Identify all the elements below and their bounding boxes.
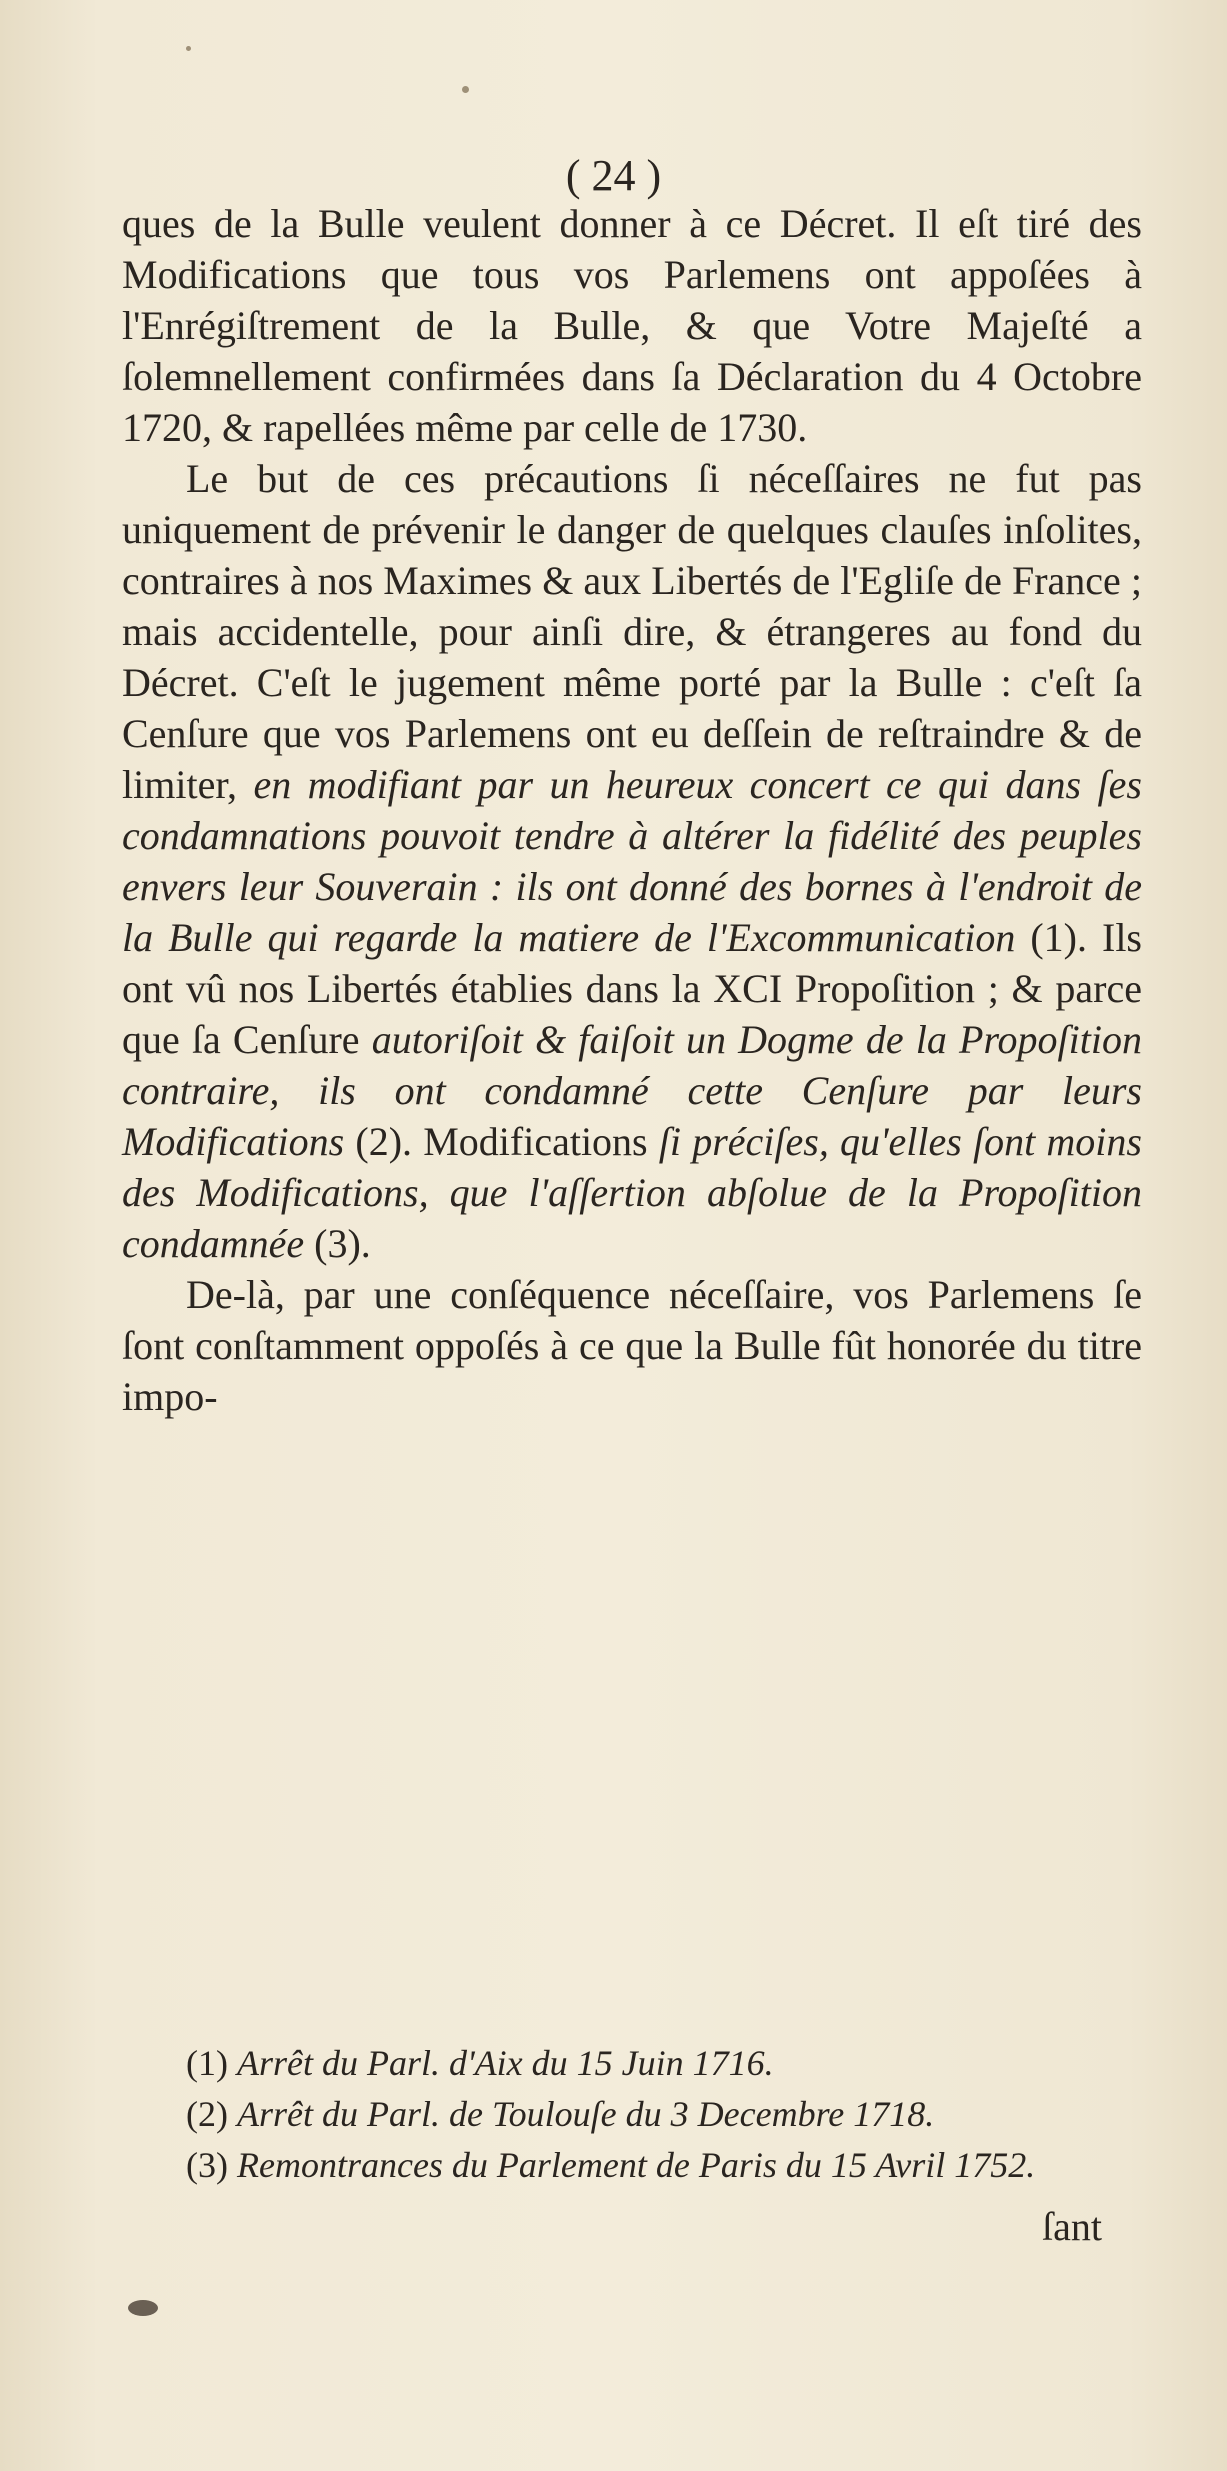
footnotes (122, 2040, 1142, 2193)
italic-quotation: en modifiant par un heureux concert ce qui dans ſes condamnations pouvoit tendre à altérer la fidélité des peuples envers leur Souverain : ils ont donné des bornes à l'endroit de la Bulle qui regarde la matiere de l'Excommunication (122, 762, 1142, 960)
footnote-mark: (2) (186, 2094, 228, 2134)
footnote-text: Arrêt du Parl. de Toulouſe du 3 Decembre 1718. (236, 2094, 935, 2134)
ink-speck (462, 86, 469, 93)
footnote (122, 2040, 1142, 2087)
text-segment: Le but de ces précautions ſi néceſſaires ne fut pas uniquement de prévenir le danger de quelques clauſes inſolites, contraires à nos Maximes & aux Libertés de l'Egliſe de France ; mais accidentelle, pour ainſi dire, & étrangeres au fond du Décret. C'eſt le jugement même porté par la Bulle : c'eſt ſa Cenſure que vos Parlemens ont eu deſſein de reſtraindre & de limiter, (122, 456, 1142, 807)
paragraph (122, 1269, 1142, 1422)
text-segment: De-là, par une conſéquence néceſſaire, vos Parlemens ſe ſont conſtamment oppoſés à ce que la Bulle fût honorée du titre impo- (122, 1272, 1142, 1419)
main-text (122, 198, 1142, 1422)
footnote-mark: (1) (186, 2043, 228, 2083)
catchword: ſant (1042, 2204, 1102, 2249)
ink-speck (186, 46, 191, 51)
text-segment: (1). Ils ont vû nos Libertés établies dans la XCI Propoſition ; & parce que ſa Cenſure (122, 915, 1142, 1062)
italic-quotation: ſi préciſes, qu'elles ſont moins des Modifications, que l'aſſertion abſolue de la Propoſition condamnée (122, 1119, 1142, 1266)
text-segment: (2). Modifications (344, 1119, 659, 1164)
footnote (122, 2142, 1142, 2189)
page-number: ( 24 ) (565, 151, 662, 200)
italic-quotation: autoriſoit & faiſoit un Dogme de la Propoſition contraire, ils ont condamné cette Cenſure par leurs Modifications (122, 1017, 1142, 1164)
footnote-mark: (3) (186, 2145, 228, 2185)
text-segment: (3). (304, 1221, 371, 1266)
footnote-text: Arrêt du Parl. d'Aix du 15 Juin 1716. (236, 2043, 774, 2083)
paragraph (122, 453, 1142, 1269)
footnote-text: Remontrances du Parlement de Paris du 15 Avril 1752. (236, 2145, 1036, 2185)
text-segment: ques de la Bulle veulent donner à ce Décret. Il eſt tiré des Modifications que tous vos Parlemens ont appoſées à l'Enrégiſtrement de la Bulle, & que Votre Majeſté a ſolemnellement confirmées dans ſa Déclaration du 4 Octobre 1720, & rapellées même par celle de 1730. (122, 201, 1142, 450)
continuation-paragraph (122, 198, 1142, 453)
ink-blot (128, 2300, 158, 2316)
footnote (122, 2091, 1142, 2138)
